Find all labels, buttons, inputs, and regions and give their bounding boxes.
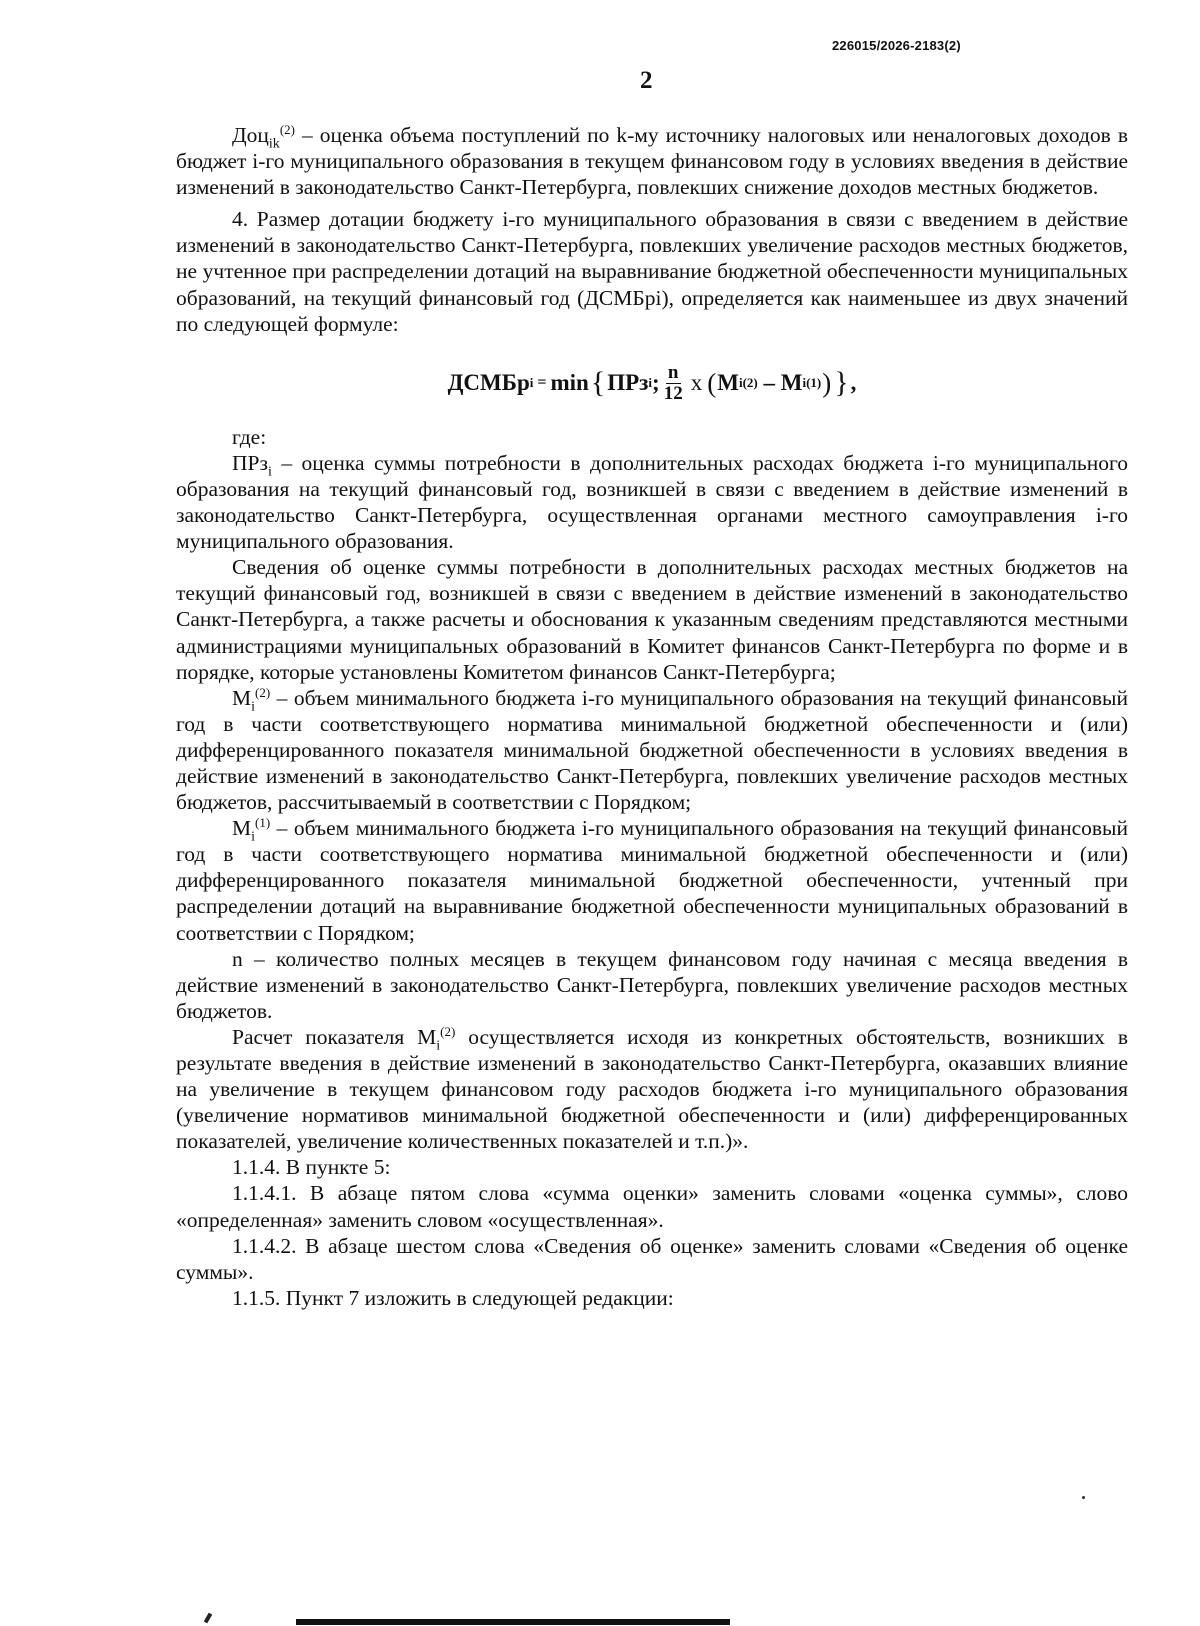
paragraph-1-1-4-2: 1.1.4.2. В абзаце шестом слова «Сведения об оценке» заменить словами «Сведения об оценке суммы». [176, 1233, 1128, 1284]
paragraph-mi1-definition [176, 815, 1128, 945]
formula-term-przi: ПРз [607, 370, 649, 396]
formula-separator: ; [652, 370, 660, 396]
symbol-mi2: M [232, 685, 252, 710]
mi1-definition-text: – объем минимального бюджета i-го муниципального образования на текущий финансовый год в части соответствующего норматива минимальной бюджетной обеспеченности и (или) дифференцированного показателя минимальной бюджетной обеспеченности, учтенный при распределении дотаций на выравнивание бюджетной обеспеченности муниципальных образований в соответствии с Порядком; [176, 816, 1128, 945]
symbol-dotsik: Доц [232, 123, 269, 147]
symbol-mi2-subscript: i [251, 698, 256, 714]
formula-brace-close: } [834, 366, 849, 400]
document-number: 226015/2026-2183(2) [832, 38, 961, 53]
formula-minus: – [757, 370, 781, 396]
paragraph-mi2-definition [176, 685, 1128, 815]
paragraph-n-definition: n – количество полных месяцев в текущем финансовом году начиная с месяца введения в действие изменений в законодательство Санкт-Петербурга, повлекших увеличение расходов местных бюджетов. [176, 946, 1128, 1023]
formula-min: min [550, 370, 589, 396]
symbol-dotsik-subscript: ik [268, 136, 280, 152]
paragraph-item-4: 4. Размер дотации бюджету i-го муниципального образования в связи с введением в действие изменений в законодательство Санкт-Петербурга, повлекших увеличение расходов местных бюджетов, не учтенное при распределении дотаций на выравнивание бюджетной обеспеченности муниципальных образований, на текущий финансовый год (ДСМБрi), определяется как наименьшее из двух значений по следующей формуле: [176, 207, 1128, 336]
formula-dsmbr: ДСМБр i = min { ПРз i ; $\frac{n}{12}$ x ( M i (2) – M i (1) ) } , [447, 361, 857, 404]
paragraph-raschet [176, 1024, 1128, 1154]
formula-fraction-numerator: n [667, 361, 679, 383]
paragraph-1-1-5: 1.1.5. Пункт 7 изложить в следующей редакции: [232, 1285, 674, 1310]
mi2-definition-text: – объем минимального бюджета i-го муниципального образования на текущий финансовый год в части соответствующего норматива минимальной бюджетной обеспеченности и (или) дифференцированного показателя минимальной бюджетной обеспеченности в условиях введения в действие изменений в законодательство Санкт-Петербурга, повлекших увеличение расходов местных бюджетов, рассчитываемый в соответствии с Порядком; [176, 685, 1128, 815]
symbol-dotsik-superscript: (2) [279, 121, 295, 137]
paragraph-1-1-4: 1.1.4. В пункте 5: [232, 1155, 391, 1180]
scan-edge-bar [296, 1619, 730, 1625]
raschet-symbol-subscript: i [436, 1038, 441, 1054]
formula-fraction [664, 363, 683, 404]
scan-edge-mark [204, 1613, 212, 1624]
formula-paren-close: ) [822, 368, 832, 399]
formula-m2: M [717, 370, 739, 396]
symbol-mi1-subscript: i [251, 829, 256, 845]
formula-fraction-denominator: 12 [663, 382, 683, 404]
raschet-text: осуществляется исходя из конкретных обстоятельств, возникших в результате введения в действие изменений в законодательство Санкт-Петербурга, оказавших влияние на увеличение в текущем финансовом году расходов бюджета i-го муниципального образования (увеличение нормативов минимальной бюджетной обеспеченности и (или) дифференцированных показателей, увеличение количественных показателей и т.п.)». [176, 1024, 1128, 1154]
formula-m1: M [780, 370, 803, 396]
formula-paren-open: ( [707, 368, 717, 399]
page-number: 2 [640, 67, 653, 94]
paragraph-dotsik-definition [176, 122, 1128, 200]
symbol-mi1: M [232, 816, 252, 841]
document-body [176, 122, 1128, 1311]
raschet-symbol-superscript: (2) [440, 1023, 456, 1039]
paragraph-svedeniya: Сведения об оценке суммы потребности в дополнительных расходах местных бюджетов на текущий финансовый год, возникшей в связи с введением в действие изменений в законодательство Санкт-Петербурга, а также расчеты и обоснования к указанным сведениям представляются местными администрациями муниципальных образований в Комитет финансов Санкт-Петербурга по форме и в порядке, которые установлены Комитетом финансов Санкт-Петербурга; [176, 555, 1128, 684]
symbol-przi: ПРз [232, 450, 268, 475]
where-label: где: [232, 424, 267, 449]
paragraph-przi-definition [176, 450, 1128, 554]
symbol-mi2-superscript: (2) [255, 684, 271, 700]
raschet-symbol: M [417, 1024, 437, 1049]
paragraph-1-1-4-1: 1.1.4.1. В абзаце пятом слова «сумма оценки» заменить словами «оценка суммы», слово «определенная» заменить словом «осуществленная». [176, 1181, 1128, 1232]
symbol-przi-subscript: i [267, 464, 272, 480]
formula-lhs: ДСМБр [447, 370, 530, 396]
dotsik-definition-text: – оценка объема поступлений по k-му источнику налоговых или неналоговых доходов в бюджет i-го муниципального образования в текущем финансовом году в условиях введения в действие изменений в законодательство Санкт-Петербурга, повлекших снижение доходов местных бюджетов. [176, 123, 1128, 200]
formula-brace-open: { [590, 366, 606, 400]
przi-definition-text: – оценка суммы потребности в дополнительных расходах бюджета i-го муниципального образования на текущий финансовый год, возникшей в связи с введением в действие изменений в законодательство Санкт-Петербурга, осуществленная органами местного самоуправления i-го муниципального образования. [176, 450, 1128, 554]
formula-equals: = [533, 374, 551, 392]
symbol-mi1-superscript: (1) [255, 815, 271, 830]
formula-trailing-comma: , [850, 370, 857, 396]
formula-times: x [690, 370, 703, 396]
scan-speck [1082, 1496, 1085, 1499]
raschet-prefix: Расчет показателя [232, 1024, 418, 1049]
